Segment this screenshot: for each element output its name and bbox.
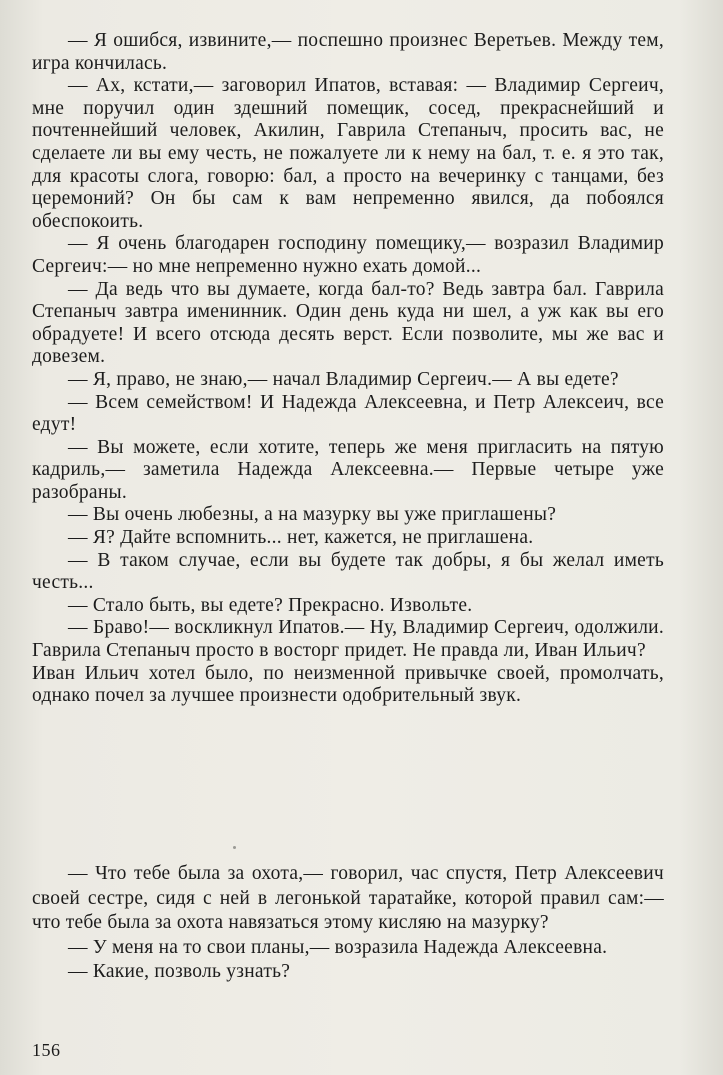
- paragraph: — Я, право, не знаю,— начал Владимир Сергеич.— А вы едете?: [68, 368, 619, 390]
- paragraph: — Вы можете, если хотите, теперь же меня пригласить на пятую кадриль,— заметила Надежда Алексеевна.— Первые четыре уже разобраны.: [32, 436, 664, 503]
- paragraph: — Что тебе была за охота,— говорил, час спустя, Петр Алексеевич своей сестре, сидя с ней в легонькой таратайке, которой правил сам:— что тебе была за охота навязаться этому кисляю на мазурку?: [32, 863, 664, 933]
- paragraph: — Я? Дайте вспомнить... нет, кажется, не приглашена.: [68, 527, 534, 549]
- paragraph: — Какие, позволь узнать?: [68, 961, 291, 982]
- paragraph: — Да ведь что вы думаете, когда бал-то? Ведь завтра бал. Гаврила Степаныч завтра именинник. Один день куда ни шел, а уж как вы его обрадуете! И всего отсюда десять верст. Если позволите, мы же вас и довезем.: [32, 278, 664, 368]
- paragraph: Иван Ильич хотел было, по неизменной привычке своей, промолчать, однако почел за лучшее произнести одобрительный звук.: [32, 662, 664, 707]
- paragraph: — Я ошибся, извините,— поспешно произнес Веретьев. Между тем, игра кончилась.: [32, 30, 664, 74]
- paragraph: — Браво!— воскликнул Ипатов.— Ну, Владимир Сергеич, одолжили. Гаврила Степаныч просто в восторг придет. Не правда ли, Иван Ильич?: [32, 617, 664, 662]
- text-block-top: [32, 30, 664, 708]
- paragraph: — Вы очень любезны, а на мазурку вы уже приглашены?: [68, 504, 557, 526]
- page-number: 156: [32, 1040, 61, 1060]
- paragraph: — Стало быть, вы едете? Прекрасно. Извольте.: [68, 594, 473, 616]
- paragraph: — У меня на то свои планы,— возразила Надежда Алексеевна.: [68, 936, 608, 958]
- paragraph: — Ах, кстати,— заговорил Ипатов, вставая: — Владимир Сергеич, мне поручил один здешний помещик, сосед, прекраснейший и почтеннейший человек, Акилин, Гаврила Степаныч, просить вас, не сделаете ли вы ему честь, не пожалуете ли к нему на бал, т. е. я это так, для красоты слога, говорю: бал, а просто на вечеринку с танцами, без церемоний? Он бы сам к вам непременно явился, да побоялся обеспокоить.: [32, 75, 664, 232]
- scan-speck: [233, 846, 236, 849]
- text-block-bottom: [32, 862, 664, 985]
- paragraph: — В таком случае, если вы будете так добры, я бы желал иметь честь...: [32, 549, 664, 594]
- paragraph: — Всем семейством! И Надежда Алексеевна, и Петр Алексеич, все едут!: [32, 391, 664, 436]
- paragraph: — Я очень благодарен господину помещику,— возразил Владимир Сергеич:— но мне непременно нужно ехать домой...: [32, 233, 664, 277]
